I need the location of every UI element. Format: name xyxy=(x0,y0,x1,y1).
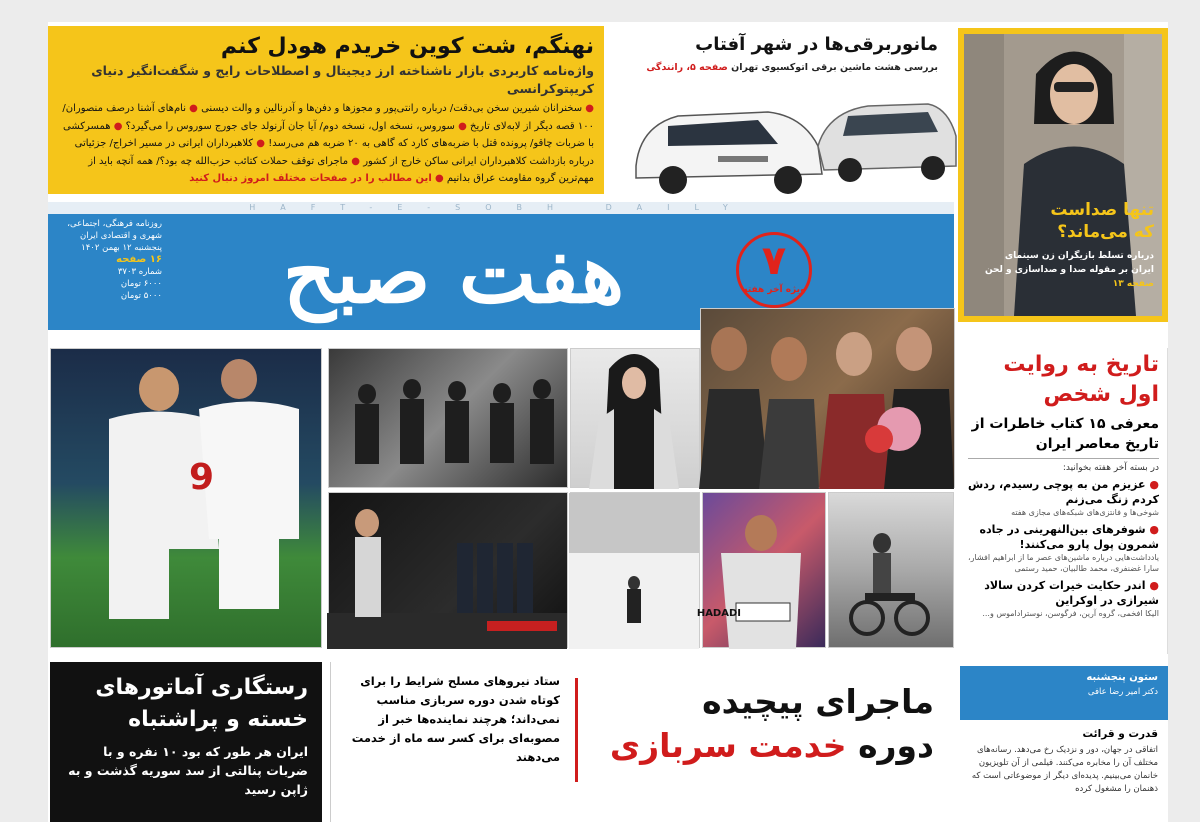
football-title-line2: خسته و پراشتباه xyxy=(128,707,308,732)
athlete-photo[interactable] xyxy=(696,492,826,648)
actress-icon xyxy=(569,349,699,489)
cover-headline-line2: که می‌ماند؟ xyxy=(1057,222,1154,242)
page-count: ۱۶ صفحه xyxy=(116,254,162,265)
celebrities-icon xyxy=(699,309,954,489)
masthead-strip: HAFT-E-SOBH DAILY xyxy=(48,202,954,214)
column-title: قدرت و قرائت xyxy=(1082,728,1158,740)
price-1: ۶۰۰۰ تومان xyxy=(120,279,162,289)
athlete-icon xyxy=(696,493,825,649)
column-author: دکتر امیر رضا عافی xyxy=(1087,687,1158,697)
bullet-icon: ● xyxy=(256,138,265,149)
newspaper-front-page xyxy=(48,22,1168,822)
history-item-sub: شوخی‌ها و فانتزی‌های شبکه‌های مجازی هفته xyxy=(1011,508,1159,517)
column-body xyxy=(960,720,1168,804)
column-text: اتفاقی در جهان، دور و نزدیک رخ می‌دهد. رسانه‌های مختلف آن را مخابره می‌کنند. فیلمی از آن تلویزیون خانمان می‌بینیم. پدیده‌ای دیگر از موضوعاتی است که ذهنمان را مشغول کرده xyxy=(971,745,1158,794)
bullet-icon: ● xyxy=(585,103,594,114)
cover-description xyxy=(984,249,1154,291)
historical-crowd-photo[interactable] xyxy=(328,348,568,488)
conscription-line2 xyxy=(604,724,934,768)
history-books-box[interactable] xyxy=(960,348,1168,654)
history-item-title: شوفرهای بین‌النهرینی در جاده شمرون پول پارو می‌کنند! xyxy=(979,523,1159,551)
motorbike-icon xyxy=(827,493,953,649)
meta-line1: روزنامه فرهنگی، اجتماعی، xyxy=(67,219,162,229)
bullet-icon: ● xyxy=(458,120,467,132)
masthead-meta xyxy=(54,218,162,302)
history-item[interactable] xyxy=(968,522,1159,552)
bullet-icon: ● xyxy=(1149,478,1159,491)
bullet-icon: ● xyxy=(1149,523,1159,536)
snow-scene-icon xyxy=(569,493,699,649)
yellow-headline-box[interactable] xyxy=(48,26,604,194)
yellow-box-items xyxy=(58,100,594,188)
cover-description-text: درباره تسلط بازیگران زن سینمای ایران بر مقوله صدا و صداسازی و لحن xyxy=(984,251,1154,275)
weekend-badge xyxy=(736,232,812,308)
bullet-icon: ● xyxy=(189,103,198,114)
price-2: ۵۰۰۰ تومان xyxy=(120,291,162,301)
car-story[interactable] xyxy=(614,26,950,198)
conscription-prefix: دوره xyxy=(846,726,934,765)
army-story-text: ستاد نیروهای مسلح شرایط را برای کوتاه شدن دوره سربازی مناسب نمی‌داند؛ هرچند نماینده‌ها خبر از مصوبه‌ای برای کسر سه ماه از خدمت می‌دهند xyxy=(351,674,560,764)
bullet-icon: ● xyxy=(1149,579,1159,592)
accent-bar xyxy=(575,678,578,782)
history-title xyxy=(968,350,1159,410)
history-item-sub: الیکا افخمی، گروه آرین، فرگوسن، نوستراداموس و... xyxy=(982,609,1159,618)
motorbike-photo[interactable] xyxy=(828,492,954,648)
army-story-box[interactable] xyxy=(330,662,578,822)
column-label: ستون پنجشنبه xyxy=(1086,672,1158,683)
actress-photo[interactable] xyxy=(570,348,700,488)
issue-date: پنجشنبه ۱۲ بهمن ۱۴۰۲ xyxy=(81,243,162,253)
crowd-icon xyxy=(327,349,567,489)
football-players-icon xyxy=(49,349,321,649)
football-story-title xyxy=(64,672,308,736)
history-intro: در بسته آخر هفته بخوانید: xyxy=(1062,463,1159,473)
ceremony-icon xyxy=(327,493,567,649)
cover-page-ref: صفحه ۱۳ xyxy=(1112,279,1154,289)
cover-headline-line1: تنها صداست xyxy=(1050,200,1154,220)
thursday-column[interactable] xyxy=(960,666,1168,822)
stage-ceremony-photo[interactable] xyxy=(328,492,568,648)
conscription-line1: ماجرای پیچیده xyxy=(702,682,934,721)
bullet-icon: ● xyxy=(434,173,444,184)
column-header xyxy=(960,666,1168,720)
car-story-title: مانوربرقی‌ها در شهر آفتاب xyxy=(695,34,938,55)
football-title-line1: رستگاری آماتورهای xyxy=(95,675,308,700)
football-players-photo[interactable] xyxy=(50,348,322,648)
history-item-title: عزیزم من به پوچی رسیدم، ردش کردم زنگ می‌زنم xyxy=(968,478,1159,506)
meta-line2: شهری و اقتصادی ایران xyxy=(79,231,162,241)
conscription-headline[interactable] xyxy=(588,662,950,822)
athlete-bib: HADADI xyxy=(696,608,741,619)
yellow-box-item: کلاهبرداران ایرانی در مسیر اخراج/ جزئیاتی درباره بازداشت کلاهبرداران ایرانی ساکن خارج از کشور xyxy=(74,138,594,167)
car-story-subtitle xyxy=(646,62,938,73)
weekend-number: ۷ xyxy=(761,238,787,284)
conscription-highlight: خدمت سربازی xyxy=(609,726,847,765)
history-item-title: اندر حکایت خیرات کردن سالاد شیرازی در اوکراین xyxy=(984,579,1159,607)
cover-headline xyxy=(1050,199,1154,243)
cover-woman-photo[interactable] xyxy=(958,28,1168,322)
yellow-box-item: نام‌های آشنا درصف منصوران/ ۱۰۰ قصه دیگر از لابه‌لای تاریخ xyxy=(62,103,594,132)
car-story-page-ref: صفحه ۵، رانندگی xyxy=(646,62,728,73)
newspaper-logo[interactable]: هفت صبح xyxy=(283,226,625,322)
snow-street-photo[interactable] xyxy=(570,492,700,648)
divider xyxy=(968,458,1159,459)
electric-cars-photo xyxy=(628,86,958,196)
yellow-box-title: نهنگم، شت کوین خریدم هودل کنم xyxy=(220,34,594,59)
history-subtitle: معرفی ۱۵ کتاب خاطرات از تاریخ معاصر ایران xyxy=(971,416,1159,452)
yellow-box-item: سخنرانان شیرین سخن بی‌دقت/ درباره رانتی‌پور و مجوزها و دفن‌ها و آدرنالین و والت دیسنی xyxy=(201,103,583,114)
yellow-box-footer: این مطالب را در صفحات مختلف امروز دنبال کنید xyxy=(189,173,432,184)
yellow-box-item: ماجرای توقف حملات کتائب حزب‌الله چه بود؟/ همه آنچه باید از مهم‌ترین گروه مقاومت عراق بدانیم xyxy=(88,155,594,184)
bullet-icon: ● xyxy=(113,120,123,132)
celebrities-photo[interactable] xyxy=(700,308,955,488)
yellow-box-subtitle: واژه‌نامه کاربردی بازار ناشناخته ارز دیجیتال و اصطلاحات رایج و شگفت‌انگیز دنیای کریپتوکرانسی xyxy=(91,63,594,96)
issue-number: شماره ۳۷۰۳ xyxy=(117,267,162,277)
yellow-box-item: همسرکشی با ضربات چاقو/ پرونده قتل با ضربه‌های کارد که گاهی به ۲۰ ضربه هم می‌رسد! xyxy=(63,120,594,149)
weekend-label: ویژه آخر هفته xyxy=(742,285,806,295)
history-title-line1: تاریخ به روایت xyxy=(1003,352,1159,377)
bullet-icon: ● xyxy=(351,155,360,167)
history-item[interactable] xyxy=(968,578,1159,608)
jersey-number: 9 xyxy=(188,457,214,498)
history-item[interactable] xyxy=(968,477,1159,507)
car-story-subtitle-text: بررسی هشت ماشین برقی اتوکسیوی تهران xyxy=(731,62,938,73)
yellow-box-item: سوروس، نسخه اول، نسخه دوم/ آیا جان آرنولد جای جورج سوروس را می‌گیرد؟ xyxy=(125,120,455,132)
football-story-subtitle: ایران هر طور که بود ۱۰ نفره و با ضربات پنالتی از سد سوریه گذشت و به ژاپن رسید xyxy=(68,744,308,797)
history-title-line2: اول شخص xyxy=(1043,382,1159,407)
football-story-box[interactable] xyxy=(50,662,322,822)
history-item-sub: یادداشت‌هایی درباره ماشین‌های عصر ما از ابراهیم افشار، سارا غضنفری، محمد طالبیان، حمید رستمی xyxy=(968,553,1159,573)
